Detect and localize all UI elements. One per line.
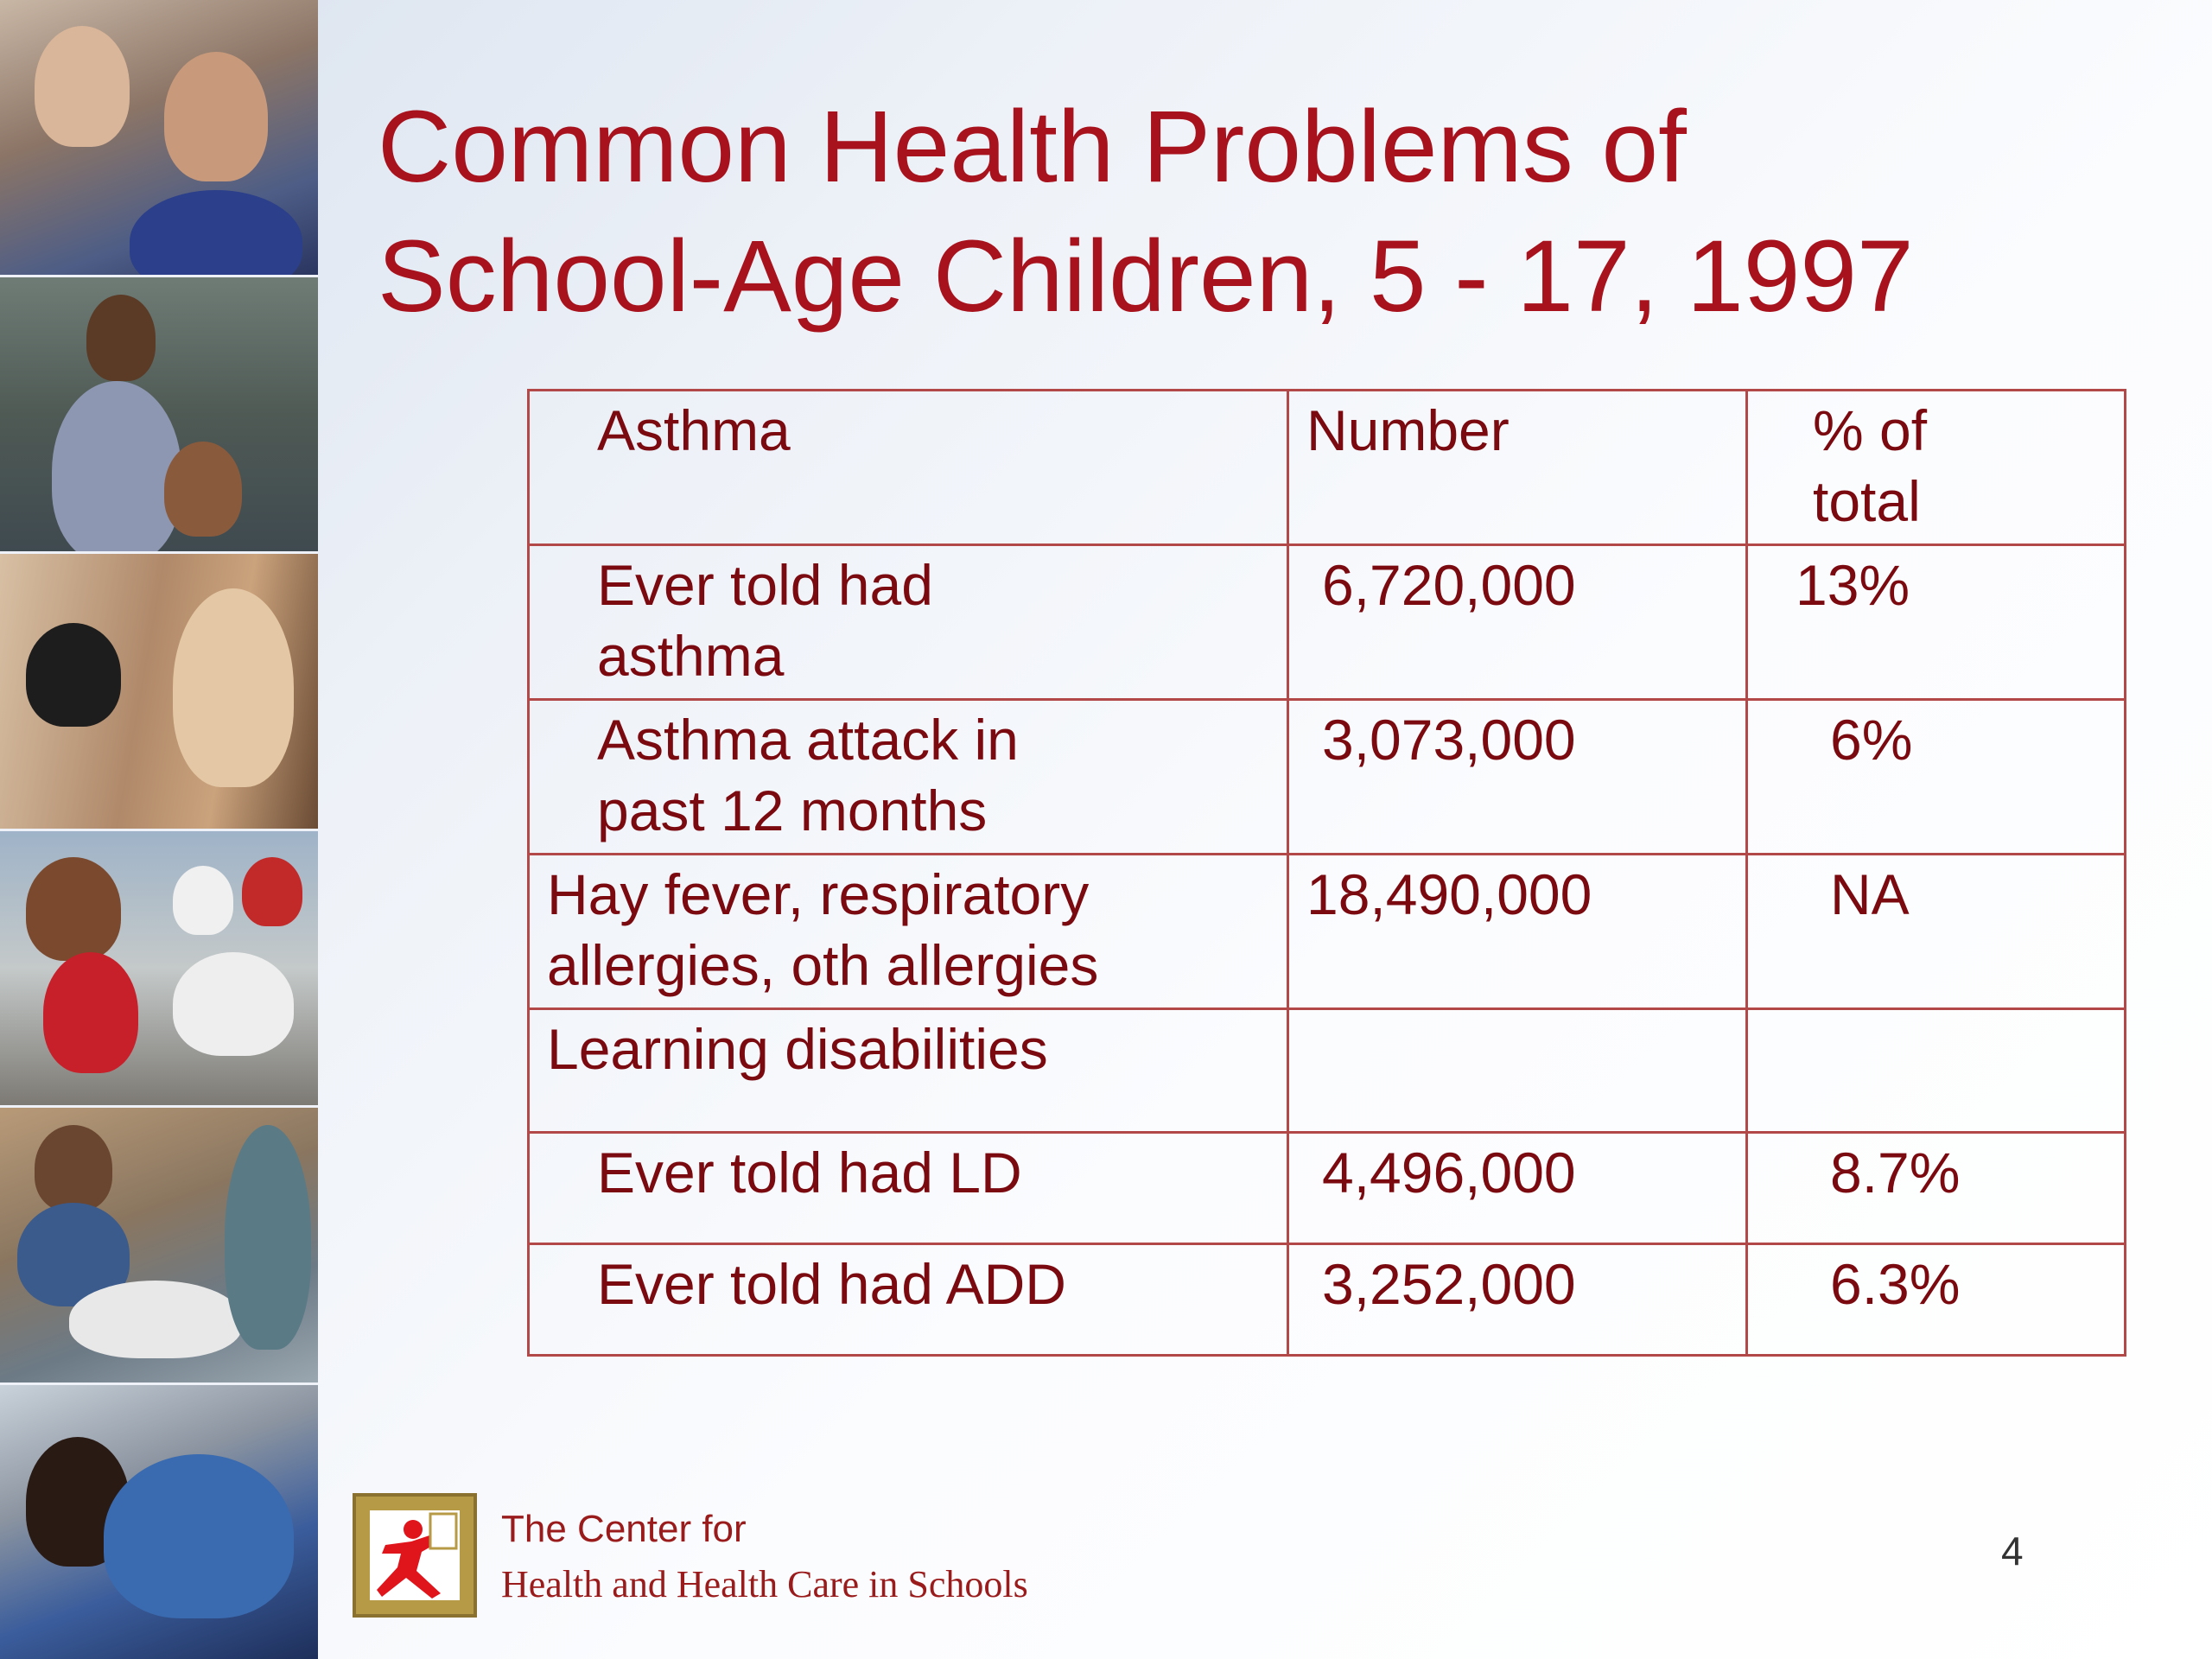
photo-children-playing <box>0 831 318 1109</box>
photo-boy-at-chalkboard <box>0 277 318 555</box>
center-logo <box>353 1493 477 1618</box>
header-percent-line2: total <box>1813 469 1921 533</box>
row-number-cell: 18,490,000 <box>1288 855 1747 1009</box>
photo-girls-microscope <box>0 554 318 831</box>
row-percent-cell: 13% <box>1747 545 2126 700</box>
row-number-cell: 6,720,000 <box>1288 545 1747 700</box>
row-label-cell <box>529 855 1288 1009</box>
row-percent-cell: NA <box>1747 855 2126 1009</box>
center-logo-figure-icon <box>370 1510 460 1600</box>
row-number-cell: 4,496,000 <box>1288 1133 1747 1244</box>
header-percent-cell <box>1747 391 2126 545</box>
row-label-cell: Learning disabilities <box>529 1009 1288 1133</box>
row-number-cell: 3,073,000 <box>1288 700 1747 855</box>
table-header-row <box>529 391 2126 545</box>
row-percent-cell: 8.7% <box>1747 1133 2126 1244</box>
slide-title-line2: School-Age Children, 5 - 17, 1997 <box>378 219 1914 334</box>
table-row <box>529 545 2126 700</box>
photo-girl-library <box>0 1385 318 1659</box>
table-row <box>529 1133 2126 1244</box>
photo-child-nurse-office <box>0 1108 318 1385</box>
row-label-line2: allergies, oth allergies <box>547 933 1099 997</box>
header-label-cell: Asthma <box>529 391 1288 545</box>
header-number-cell: Number <box>1288 391 1747 545</box>
row-label-line1: Hay fever, respiratory <box>547 862 1090 926</box>
row-label-cell <box>529 700 1288 855</box>
slide-title-line1: Common Health Problems of <box>378 90 1687 204</box>
table-row <box>529 700 2126 855</box>
photo-doctor-examining-boy <box>0 0 318 277</box>
row-label-cell <box>529 545 1288 700</box>
table-row <box>529 1244 2126 1356</box>
slide-title <box>378 82 2019 341</box>
row-label-line1: Ever told had <box>597 553 933 617</box>
health-problems-table-container <box>527 389 2126 1357</box>
row-label-line2: past 12 months <box>597 779 988 842</box>
organization-name-line1: The Center for <box>501 1508 747 1550</box>
center-logo-frame <box>370 1510 460 1600</box>
row-label-line1: Asthma attack in <box>597 708 1019 772</box>
row-label-line2: asthma <box>597 624 785 688</box>
row-number-cell <box>1288 1009 1747 1133</box>
table-row <box>529 1009 2126 1133</box>
row-percent-cell: 6% <box>1747 700 2126 855</box>
organization-name-line2: Health and Health Care in Schools <box>501 1563 1028 1605</box>
row-percent-cell: 6.3% <box>1747 1244 2126 1356</box>
header-percent-line1: % of <box>1813 398 1928 462</box>
row-number-cell: 3,252,000 <box>1288 1244 1747 1356</box>
row-label-cell: Ever told had LD <box>529 1133 1288 1244</box>
table-row <box>529 855 2126 1009</box>
row-percent-cell <box>1747 1009 2126 1133</box>
health-problems-table <box>527 389 2126 1357</box>
photo-collage-strip <box>0 0 318 1659</box>
row-label-cell: Ever told had ADD <box>529 1244 1288 1356</box>
page-number: 4 <box>2001 1529 2024 1573</box>
